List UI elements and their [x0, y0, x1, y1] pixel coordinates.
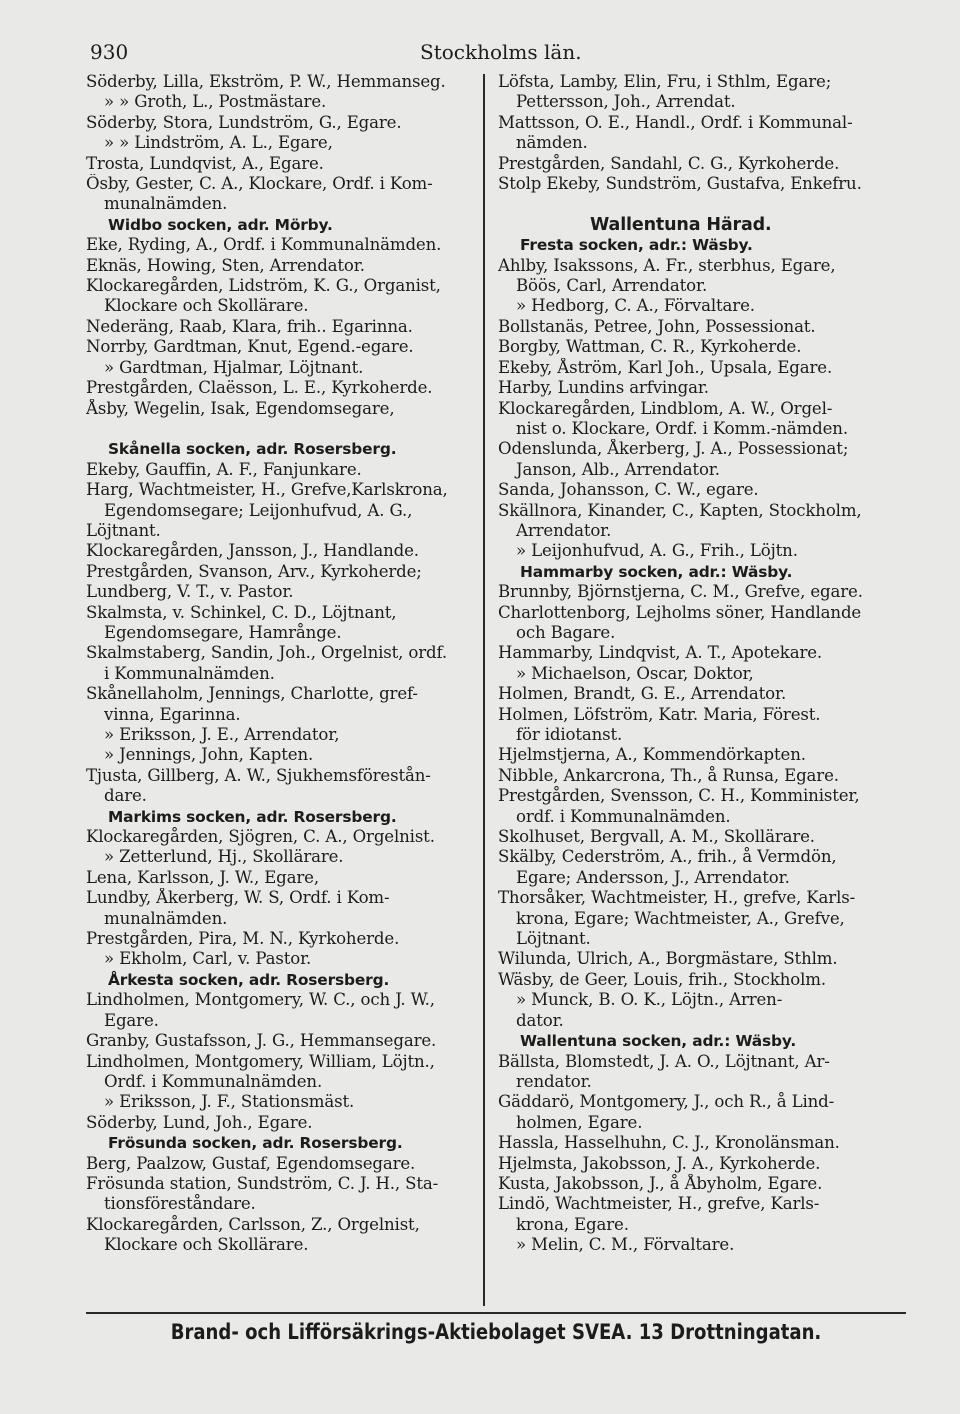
directory-entry: Lindholmen, Montgomery, W. C., och J. W.,	[86, 990, 435, 1010]
directory-entry: Lindö, Wachtmeister, H., grefve, Karls-	[498, 1194, 820, 1214]
entry-continuation: Böös, Carl, Arrendator.	[516, 276, 708, 296]
entry-continuation: holmen, Egare.	[516, 1112, 643, 1132]
entry-continuation: i Kommunalnämden.	[104, 663, 275, 683]
entry-continuation: » Munck, B. O. K., Löjtn., Arren-	[516, 990, 783, 1010]
directory-entry: Ekeby, Åström, Karl Joh., Upsala, Egare.	[498, 357, 833, 377]
section-heading: Skånella socken, adr. Rosersberg.	[108, 440, 397, 459]
left-column	[86, 72, 484, 1256]
entry-continuation: » » Groth, L., Postmästare.	[104, 92, 327, 112]
entry-continuation: Klockare och Skollärare.	[104, 296, 309, 316]
section-heading: Wallentuna socken, adr.: Wäsby.	[520, 1032, 797, 1051]
directory-entry: Bollstanäs, Petree, John, Possessionat.	[498, 316, 816, 336]
entry-continuation: Pettersson, Joh., Arrendat.	[516, 92, 736, 112]
entry-continuation: » Eriksson, J. F., Stationsmäst.	[104, 1092, 355, 1112]
directory-entry: Prestgården, Pira, M. N., Kyrkoherde.	[86, 929, 400, 949]
directory-entry: Skällnora, Kinander, C., Kapten, Stockholm,	[498, 500, 862, 520]
blank-line	[498, 194, 906, 214]
directory-entry: Lindholmen, Montgomery, William, Löjtn.,	[86, 1051, 435, 1071]
entry-continuation: » Michaelson, Oscar, Doktor,	[516, 663, 754, 683]
entry-continuation: » Gardtman, Hjalmar, Löjtnant.	[104, 357, 364, 377]
directory-entry: Prestgården, Claësson, L. E., Kyrkoherde.	[86, 378, 433, 398]
directory-entry: Borgby, Wattman, C. R., Kyrkoherde.	[498, 337, 802, 357]
directory-entry: Klockaregården, Sjögren, C. A., Orgelnist.	[86, 827, 435, 847]
directory-entry: Nibble, Ankarcrona, Th., å Runsa, Egare.	[498, 765, 839, 785]
directory-entry: Klockaregården, Lindblom, A. W., Orgel-	[498, 398, 833, 418]
entry-continuation: Janson, Alb., Arrendator.	[516, 459, 720, 479]
directory-entry: Hassla, Hasselhuhn, C. J., Kronolänsman.	[498, 1133, 840, 1153]
section-heading: Hammarby socken, adr.: Wäsby.	[520, 562, 793, 581]
entry-continuation: » Hedborg, C. A., Förvaltare.	[516, 296, 755, 316]
directory-entry: Norrby, Gardtman, Knut, Egend.-egare.	[86, 337, 414, 357]
entry-continuation: Löjtnant.	[516, 929, 591, 949]
column-divider	[483, 74, 485, 1306]
entry-continuation: » Jennings, John, Kapten.	[104, 745, 314, 765]
section-heading: Frösunda socken, adr. Rosersberg.	[108, 1134, 403, 1153]
entry-continuation: » Zetterlund, Hj., Skollärare.	[104, 847, 344, 867]
district-heading: Wallentuna Härad.	[590, 214, 772, 235]
entry-continuation: och Bagare.	[516, 622, 616, 642]
directory-entry: Skånellaholm, Jennings, Charlotte, gref-	[86, 684, 418, 704]
directory-entry: Ahlby, Isakssons, A. Fr., sterbhus, Egare,	[498, 255, 836, 275]
entry-continuation: Egendomsegare, Hamrånge.	[104, 622, 342, 642]
directory-entry: Holmen, Löfström, Katr. Maria, Förest.	[498, 704, 821, 724]
entry-continuation: Ordf. i Kommunalnämden.	[104, 1071, 323, 1091]
section-heading: Årkesta socken, adr. Rosersberg.	[108, 970, 390, 989]
entry-continuation: ordf. i Kommunalnämden.	[516, 806, 731, 826]
directory-entry: Löjtnant.	[86, 520, 161, 540]
directory-entry: Åsby, Wegelin, Isak, Egendomsegare,	[86, 398, 395, 418]
directory-entry: Gäddarö, Montgomery, J., och R., å Lind-	[498, 1092, 835, 1112]
entry-continuation: » Eriksson, J. E., Arrendator,	[104, 725, 340, 744]
directory-entry: Granby, Gustafsson, J. G., Hemmansegare.	[86, 1031, 437, 1051]
directory-entry: Eknäs, Howing, Sten, Arrendator.	[86, 255, 365, 275]
directory-entry: Nederäng, Raab, Klara, frih.. Egarinna.	[86, 316, 413, 336]
directory-entry: Bällsta, Blomstedt, J. A. O., Löjtnant, Ar-	[498, 1051, 830, 1071]
entry-continuation: » Ekholm, Carl, v. Pastor.	[104, 949, 312, 969]
directory-entry: Skalmstaberg, Sandin, Joh., Orgelnist, ordf.	[86, 643, 448, 663]
directory-entry: Harg, Wachtmeister, H., Grefve,Karlskrona,	[86, 480, 448, 500]
entry-continuation: » Melin, C. M., Förvaltare.	[516, 1235, 735, 1255]
entry-continuation: Klockare och Skollärare.	[104, 1235, 309, 1255]
section-heading: Fresta socken, adr.: Wäsby.	[520, 236, 753, 255]
entry-continuation: dare.	[104, 786, 147, 806]
directory-entry: Prestgården, Sandahl, C. G., Kyrkoherde.	[498, 153, 840, 173]
directory-entry: Lundberg, V. T., v. Pastor.	[86, 582, 294, 602]
directory-entry: Eke, Ryding, A., Ordf. i Kommunalnämden.	[86, 235, 442, 255]
directory-entry: Lundby, Åkerberg, W. S, Ordf. i Kom-	[86, 888, 390, 908]
directory-entry: Trosta, Lundqvist, A., Egare.	[86, 153, 324, 173]
directory-entry: Mattsson, O. E., Handl., Ordf. i Kommunal-	[498, 112, 853, 132]
page-title: Stockholms län.	[420, 40, 582, 64]
directory-entry: Löfsta, Lamby, Elin, Fru, i Sthlm, Egare;	[498, 72, 832, 91]
directory-entry: Frösunda station, Sundström, C. J. H., Sta-	[86, 1173, 439, 1193]
directory-entry: Söderby, Lund, Joh., Egare.	[86, 1112, 313, 1132]
directory-entry: Kusta, Jakobsson, J., å Åbyholm, Egare.	[498, 1173, 823, 1193]
directory-entry: Prestgården, Svanson, Arv., Kyrkoherde;	[86, 561, 422, 581]
entry-continuation: krona, Egare; Wachtmeister, A., Grefve,	[516, 908, 845, 928]
section-heading: Markims socken, adr. Rosersberg.	[108, 807, 397, 826]
directory-entry: Klockaregården, Lidström, K. G., Organist,	[86, 276, 441, 296]
directory-entry: Hammarby, Lindqvist, A. T., Apotekare.	[498, 643, 823, 663]
directory-entry: Hjelmstjerna, A., Kommendörkapten.	[498, 745, 806, 765]
page-header	[0, 40, 960, 70]
footer-advertisement: Brand- och Lifförsäkrings-Aktiebolaget SVEA. 13 Drottningatan.	[170, 1320, 822, 1344]
entry-continuation: nist o. Klockare, Ordf. i Komm.-nämden.	[516, 418, 848, 438]
entry-continuation: Egare.	[104, 1010, 159, 1030]
directory-entry: Harby, Lundins arfvingar.	[498, 378, 709, 398]
entry-continuation: Egare; Andersson, J., Arrendator.	[516, 867, 790, 887]
directory-entry: Holmen, Brandt, G. E., Arrendator.	[498, 684, 787, 704]
entry-continuation: dator.	[516, 1010, 564, 1030]
directory-entry: Skalmsta, v. Schinkel, C. D., Löjtnant,	[86, 602, 397, 622]
directory-entry: Sanda, Johansson, C. W., egare.	[498, 480, 759, 500]
page-number: 930	[90, 40, 129, 64]
entry-continuation: » » Lindström, A. L., Egare,	[104, 133, 333, 153]
directory-entry: Söderby, Stora, Lundström, G., Egare.	[86, 112, 402, 132]
directory-entry: Wilunda, Ulrich, A., Borgmästare, Sthlm.	[498, 949, 838, 969]
directory-entry: Stolp Ekeby, Sundström, Gustafva, Enkefru.	[498, 174, 862, 194]
directory-entry: Skolhuset, Bergvall, A. M., Skollärare.	[498, 827, 815, 847]
directory-entry: Berg, Paalzow, Gustaf, Egendomsegare.	[86, 1153, 416, 1173]
section-heading: Widbo socken, adr. Mörby.	[108, 215, 333, 234]
directory-entry: Hjelmsta, Jakobsson, J. A., Kyrkoherde.	[498, 1153, 821, 1173]
directory-entry: Tjusta, Gillberg, A. W., Sjukhemsförestån-	[86, 765, 431, 785]
entry-continuation: rendator.	[516, 1071, 592, 1091]
directory-entry: Söderby, Lilla, Ekström, P. W., Hemmanseg.	[86, 72, 446, 91]
directory-entry: Lena, Karlsson, J. W., Egare,	[86, 867, 319, 887]
blank-line	[86, 419, 484, 439]
directory-entry: Charlottenborg, Lejholms söner, Handlande	[498, 602, 862, 622]
entry-continuation: tionsföreståndare.	[104, 1194, 256, 1214]
entry-continuation: för idiotanst.	[516, 725, 623, 744]
directory-entry: Thorsåker, Wachtmeister, H., grefve, Karls-	[498, 888, 856, 908]
directory-entry: Wäsby, de Geer, Louis, frih., Stockholm.	[498, 969, 826, 989]
entry-continuation: » Leijonhufvud, A. G., Frih., Löjtn.	[516, 541, 798, 561]
directory-entry: Odenslunda, Åkerberg, J. A., Possessionat;	[498, 439, 849, 459]
right-column	[498, 72, 906, 1256]
directory-entry: Brunnby, Björnstjerna, C. M., Grefve, egare.	[498, 582, 863, 602]
entry-continuation: munalnämden.	[104, 194, 228, 214]
directory-entry: Klockaregården, Carlsson, Z., Orgelnist,	[86, 1214, 420, 1234]
footer-rule	[86, 1312, 906, 1314]
entry-continuation: munalnämden.	[104, 908, 228, 928]
directory-entry: Skälby, Cederström, A., frih., å Vermdön,	[498, 847, 837, 867]
directory-entry: Klockaregården, Jansson, J., Handlande.	[86, 541, 419, 561]
directory-entry: Ekeby, Gauffin, A. F., Fanjunkare.	[86, 459, 362, 479]
directory-entry: Ösby, Gester, C. A., Klockare, Ordf. i Kom-	[86, 174, 433, 194]
entry-continuation: Egendomsegare; Leijonhufvud, A. G.,	[104, 500, 413, 520]
entry-continuation: vinna, Egarinna.	[104, 704, 241, 724]
entry-continuation: krona, Egare.	[516, 1214, 629, 1234]
directory-entry: Prestgården, Svensson, C. H., Komminister,	[498, 786, 860, 806]
entry-continuation: nämden.	[516, 133, 588, 153]
entry-continuation: Arrendator.	[516, 520, 612, 540]
